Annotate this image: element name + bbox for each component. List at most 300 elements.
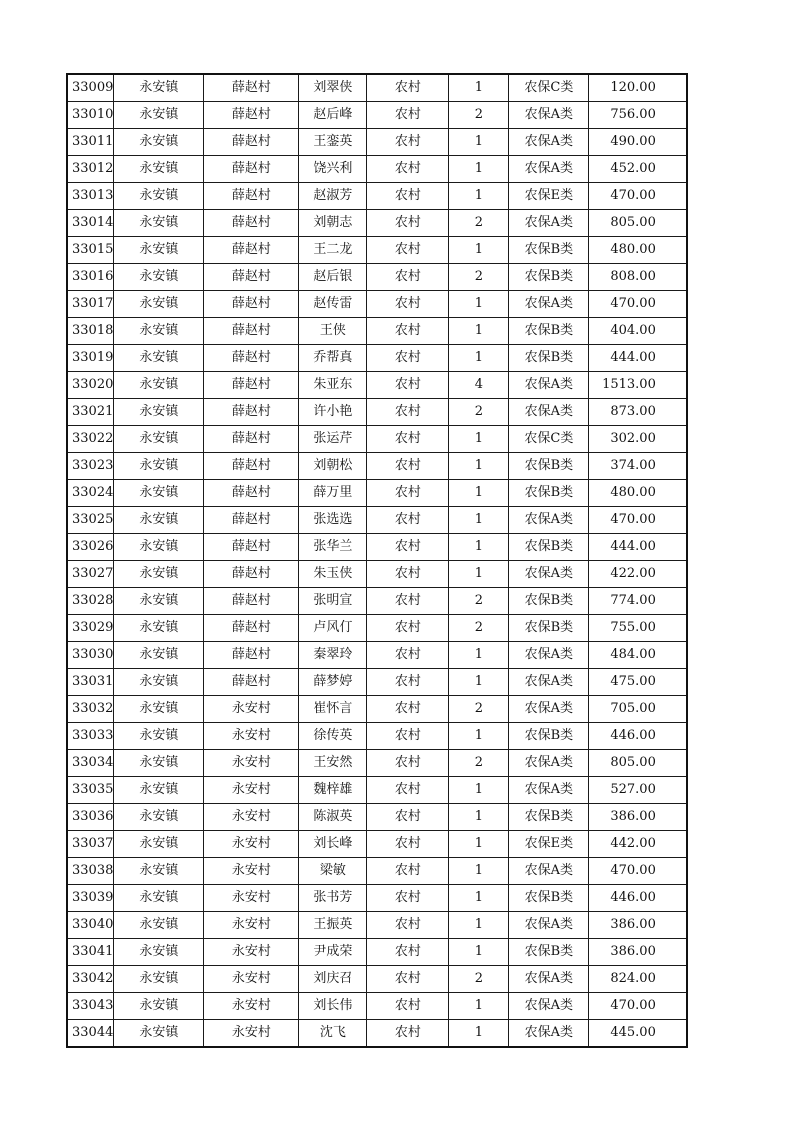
household-type-cell: 农村 xyxy=(367,264,449,291)
person-name-cell: 薛梦婷 xyxy=(299,669,367,696)
person-name-cell: 陈淑英 xyxy=(299,804,367,831)
town-cell: 永安镇 xyxy=(114,723,204,750)
member-count-cell: 1 xyxy=(449,507,509,534)
village-cell: 薛赵村 xyxy=(204,237,299,264)
record-id-cell: 33031 xyxy=(67,669,114,696)
member-count-cell: 1 xyxy=(449,426,509,453)
village-cell: 薛赵村 xyxy=(204,264,299,291)
category-cell: 农保A类 xyxy=(509,507,589,534)
member-count-cell: 1 xyxy=(449,777,509,804)
household-type-cell: 农村 xyxy=(367,831,449,858)
household-type-cell: 农村 xyxy=(367,156,449,183)
record-id-cell: 33033 xyxy=(67,723,114,750)
member-count-cell: 1 xyxy=(449,885,509,912)
household-type-cell: 农村 xyxy=(367,507,449,534)
record-id-cell: 33036 xyxy=(67,804,114,831)
table-row xyxy=(67,372,687,399)
town-cell: 永安镇 xyxy=(114,507,204,534)
town-cell: 永安镇 xyxy=(114,588,204,615)
category-cell: 农保E类 xyxy=(509,831,589,858)
table-row xyxy=(67,480,687,507)
record-id-cell: 33035 xyxy=(67,777,114,804)
member-count-cell: 1 xyxy=(449,291,509,318)
town-cell: 永安镇 xyxy=(114,669,204,696)
person-name-cell: 刘朝志 xyxy=(299,210,367,237)
person-name-cell: 王安然 xyxy=(299,750,367,777)
household-type-cell: 农村 xyxy=(367,399,449,426)
household-type-cell: 农村 xyxy=(367,318,449,345)
table-row xyxy=(67,642,687,669)
table-row xyxy=(67,696,687,723)
household-type-cell: 农村 xyxy=(367,723,449,750)
town-cell: 永安镇 xyxy=(114,264,204,291)
record-id-cell: 33015 xyxy=(67,237,114,264)
person-name-cell: 尹成荣 xyxy=(299,939,367,966)
village-cell: 永安村 xyxy=(204,750,299,777)
category-cell: 农保B类 xyxy=(509,453,589,480)
category-cell: 农保A类 xyxy=(509,561,589,588)
record-id-cell: 33012 xyxy=(67,156,114,183)
person-name-cell: 赵淑芳 xyxy=(299,183,367,210)
member-count-cell: 1 xyxy=(449,912,509,939)
amount-cell: 302.00 xyxy=(589,426,687,453)
table-row xyxy=(67,1020,687,1048)
category-cell: 农保A类 xyxy=(509,777,589,804)
person-name-cell: 刘庆召 xyxy=(299,966,367,993)
table-body xyxy=(67,74,687,1047)
village-cell: 薛赵村 xyxy=(204,615,299,642)
town-cell: 永安镇 xyxy=(114,129,204,156)
amount-cell: 873.00 xyxy=(589,399,687,426)
table-row xyxy=(67,237,687,264)
person-name-cell: 王二龙 xyxy=(299,237,367,264)
village-cell: 永安村 xyxy=(204,723,299,750)
category-cell: 农保A类 xyxy=(509,966,589,993)
amount-cell: 444.00 xyxy=(589,534,687,561)
member-count-cell: 2 xyxy=(449,966,509,993)
table-row xyxy=(67,453,687,480)
member-count-cell: 1 xyxy=(449,1020,509,1048)
person-name-cell: 魏梓雄 xyxy=(299,777,367,804)
member-count-cell: 1 xyxy=(449,993,509,1020)
household-type-cell: 农村 xyxy=(367,129,449,156)
village-cell: 永安村 xyxy=(204,912,299,939)
town-cell: 永安镇 xyxy=(114,453,204,480)
amount-cell: 774.00 xyxy=(589,588,687,615)
member-count-cell: 2 xyxy=(449,210,509,237)
category-cell: 农保C类 xyxy=(509,74,589,102)
category-cell: 农保B类 xyxy=(509,615,589,642)
town-cell: 永安镇 xyxy=(114,102,204,129)
amount-cell: 444.00 xyxy=(589,345,687,372)
town-cell: 永安镇 xyxy=(114,777,204,804)
record-id-cell: 33010 xyxy=(67,102,114,129)
member-count-cell: 1 xyxy=(449,723,509,750)
record-id-cell: 33038 xyxy=(67,858,114,885)
record-id-cell: 33019 xyxy=(67,345,114,372)
town-cell: 永安镇 xyxy=(114,372,204,399)
person-name-cell: 薛万里 xyxy=(299,480,367,507)
household-type-cell: 农村 xyxy=(367,74,449,102)
village-cell: 薛赵村 xyxy=(204,102,299,129)
household-type-cell: 农村 xyxy=(367,1020,449,1048)
record-id-cell: 33026 xyxy=(67,534,114,561)
category-cell: 农保B类 xyxy=(509,804,589,831)
person-name-cell: 朱玉侠 xyxy=(299,561,367,588)
amount-cell: 808.00 xyxy=(589,264,687,291)
table-row xyxy=(67,102,687,129)
person-name-cell: 王銮英 xyxy=(299,129,367,156)
table-row xyxy=(67,264,687,291)
category-cell: 农保B类 xyxy=(509,345,589,372)
household-type-cell: 农村 xyxy=(367,291,449,318)
person-name-cell: 朱亚东 xyxy=(299,372,367,399)
record-id-cell: 33030 xyxy=(67,642,114,669)
person-name-cell: 刘朝松 xyxy=(299,453,367,480)
member-count-cell: 1 xyxy=(449,453,509,480)
record-id-cell: 33024 xyxy=(67,480,114,507)
town-cell: 永安镇 xyxy=(114,399,204,426)
household-type-cell: 农村 xyxy=(367,480,449,507)
person-name-cell: 张华兰 xyxy=(299,534,367,561)
record-id-cell: 33016 xyxy=(67,264,114,291)
town-cell: 永安镇 xyxy=(114,74,204,102)
person-name-cell: 秦翠玲 xyxy=(299,642,367,669)
table-row xyxy=(67,507,687,534)
table-row xyxy=(67,426,687,453)
person-name-cell: 饶兴利 xyxy=(299,156,367,183)
village-cell: 薛赵村 xyxy=(204,318,299,345)
member-count-cell: 1 xyxy=(449,858,509,885)
amount-cell: 374.00 xyxy=(589,453,687,480)
category-cell: 农保B类 xyxy=(509,723,589,750)
category-cell: 农保B类 xyxy=(509,480,589,507)
record-id-cell: 33043 xyxy=(67,993,114,1020)
category-cell: 农保B类 xyxy=(509,588,589,615)
town-cell: 永安镇 xyxy=(114,642,204,669)
amount-cell: 805.00 xyxy=(589,210,687,237)
record-id-cell: 33029 xyxy=(67,615,114,642)
household-type-cell: 农村 xyxy=(367,642,449,669)
amount-cell: 756.00 xyxy=(589,102,687,129)
member-count-cell: 1 xyxy=(449,534,509,561)
person-name-cell: 许小艳 xyxy=(299,399,367,426)
record-id-cell: 33040 xyxy=(67,912,114,939)
category-cell: 农保A类 xyxy=(509,372,589,399)
table-row xyxy=(67,858,687,885)
member-count-cell: 1 xyxy=(449,183,509,210)
amount-cell: 470.00 xyxy=(589,507,687,534)
table-row xyxy=(67,750,687,777)
village-cell: 薛赵村 xyxy=(204,291,299,318)
household-type-cell: 农村 xyxy=(367,993,449,1020)
household-type-cell: 农村 xyxy=(367,237,449,264)
table-row xyxy=(67,831,687,858)
village-cell: 永安村 xyxy=(204,831,299,858)
person-name-cell: 乔帮真 xyxy=(299,345,367,372)
member-count-cell: 2 xyxy=(449,696,509,723)
household-type-cell: 农村 xyxy=(367,777,449,804)
table-row xyxy=(67,723,687,750)
village-cell: 薛赵村 xyxy=(204,156,299,183)
record-id-cell: 33020 xyxy=(67,372,114,399)
person-name-cell: 张运芹 xyxy=(299,426,367,453)
person-name-cell: 赵后峰 xyxy=(299,102,367,129)
member-count-cell: 1 xyxy=(449,156,509,183)
category-cell: 农保A类 xyxy=(509,669,589,696)
amount-cell: 1513.00 xyxy=(589,372,687,399)
household-type-cell: 农村 xyxy=(367,102,449,129)
town-cell: 永安镇 xyxy=(114,210,204,237)
member-count-cell: 1 xyxy=(449,318,509,345)
person-name-cell: 沈飞 xyxy=(299,1020,367,1048)
member-count-cell: 1 xyxy=(449,345,509,372)
table-row xyxy=(67,561,687,588)
member-count-cell: 2 xyxy=(449,750,509,777)
town-cell: 永安镇 xyxy=(114,858,204,885)
amount-cell: 404.00 xyxy=(589,318,687,345)
member-count-cell: 1 xyxy=(449,939,509,966)
category-cell: 农保A类 xyxy=(509,642,589,669)
village-cell: 永安村 xyxy=(204,696,299,723)
category-cell: 农保B类 xyxy=(509,885,589,912)
amount-cell: 824.00 xyxy=(589,966,687,993)
town-cell: 永安镇 xyxy=(114,696,204,723)
household-type-cell: 农村 xyxy=(367,534,449,561)
member-count-cell: 1 xyxy=(449,561,509,588)
member-count-cell: 1 xyxy=(449,831,509,858)
member-count-cell: 2 xyxy=(449,102,509,129)
amount-cell: 386.00 xyxy=(589,912,687,939)
category-cell: 农保A类 xyxy=(509,993,589,1020)
member-count-cell: 1 xyxy=(449,669,509,696)
household-type-cell: 农村 xyxy=(367,210,449,237)
category-cell: 农保B类 xyxy=(509,939,589,966)
record-id-cell: 33013 xyxy=(67,183,114,210)
town-cell: 永安镇 xyxy=(114,561,204,588)
person-name-cell: 张书芳 xyxy=(299,885,367,912)
member-count-cell: 1 xyxy=(449,480,509,507)
amount-cell: 446.00 xyxy=(589,885,687,912)
village-cell: 永安村 xyxy=(204,777,299,804)
category-cell: 农保B类 xyxy=(509,534,589,561)
person-name-cell: 王侠 xyxy=(299,318,367,345)
village-cell: 薛赵村 xyxy=(204,399,299,426)
town-cell: 永安镇 xyxy=(114,939,204,966)
record-id-cell: 33032 xyxy=(67,696,114,723)
person-name-cell: 卢风仃 xyxy=(299,615,367,642)
household-type-cell: 农村 xyxy=(367,750,449,777)
amount-cell: 475.00 xyxy=(589,669,687,696)
member-count-cell: 2 xyxy=(449,264,509,291)
village-cell: 薛赵村 xyxy=(204,183,299,210)
household-type-cell: 农村 xyxy=(367,426,449,453)
amount-cell: 470.00 xyxy=(589,291,687,318)
person-name-cell: 刘翠侠 xyxy=(299,74,367,102)
town-cell: 永安镇 xyxy=(114,966,204,993)
amount-cell: 527.00 xyxy=(589,777,687,804)
amount-cell: 805.00 xyxy=(589,750,687,777)
category-cell: 农保A类 xyxy=(509,210,589,237)
record-id-cell: 33025 xyxy=(67,507,114,534)
category-cell: 农保A类 xyxy=(509,129,589,156)
table-row xyxy=(67,534,687,561)
person-name-cell: 张选选 xyxy=(299,507,367,534)
category-cell: 农保A类 xyxy=(509,399,589,426)
town-cell: 永安镇 xyxy=(114,318,204,345)
village-cell: 薛赵村 xyxy=(204,669,299,696)
category-cell: 农保C类 xyxy=(509,426,589,453)
village-cell: 永安村 xyxy=(204,804,299,831)
category-cell: 农保E类 xyxy=(509,183,589,210)
record-id-cell: 33042 xyxy=(67,966,114,993)
table-row xyxy=(67,183,687,210)
household-type-cell: 农村 xyxy=(367,345,449,372)
table-row xyxy=(67,129,687,156)
person-name-cell: 赵后银 xyxy=(299,264,367,291)
village-cell: 薛赵村 xyxy=(204,507,299,534)
person-name-cell: 崔怀言 xyxy=(299,696,367,723)
amount-cell: 484.00 xyxy=(589,642,687,669)
town-cell: 永安镇 xyxy=(114,534,204,561)
category-cell: 农保A类 xyxy=(509,102,589,129)
record-id-cell: 33044 xyxy=(67,1020,114,1048)
household-type-cell: 农村 xyxy=(367,966,449,993)
household-type-cell: 农村 xyxy=(367,912,449,939)
table-row xyxy=(67,804,687,831)
table-row xyxy=(67,885,687,912)
table-row xyxy=(67,318,687,345)
person-name-cell: 刘长伟 xyxy=(299,993,367,1020)
category-cell: 农保B类 xyxy=(509,264,589,291)
category-cell: 农保A类 xyxy=(509,696,589,723)
village-cell: 薛赵村 xyxy=(204,534,299,561)
town-cell: 永安镇 xyxy=(114,1020,204,1048)
table-row xyxy=(67,399,687,426)
table-row xyxy=(67,939,687,966)
record-id-cell: 33017 xyxy=(67,291,114,318)
town-cell: 永安镇 xyxy=(114,804,204,831)
table-row xyxy=(67,210,687,237)
amount-cell: 442.00 xyxy=(589,831,687,858)
town-cell: 永安镇 xyxy=(114,237,204,264)
category-cell: 农保A类 xyxy=(509,291,589,318)
village-cell: 薛赵村 xyxy=(204,372,299,399)
table-row xyxy=(67,993,687,1020)
table-row xyxy=(67,588,687,615)
record-id-cell: 33021 xyxy=(67,399,114,426)
record-id-cell: 33039 xyxy=(67,885,114,912)
town-cell: 永安镇 xyxy=(114,183,204,210)
record-id-cell: 33009 xyxy=(67,74,114,102)
member-count-cell: 1 xyxy=(449,804,509,831)
member-count-cell: 2 xyxy=(449,615,509,642)
village-cell: 薛赵村 xyxy=(204,74,299,102)
household-type-cell: 农村 xyxy=(367,372,449,399)
category-cell: 农保A类 xyxy=(509,912,589,939)
household-type-cell: 农村 xyxy=(367,561,449,588)
person-name-cell: 徐传英 xyxy=(299,723,367,750)
table-row xyxy=(67,777,687,804)
record-id-cell: 33034 xyxy=(67,750,114,777)
household-type-cell: 农村 xyxy=(367,885,449,912)
amount-cell: 422.00 xyxy=(589,561,687,588)
village-cell: 薛赵村 xyxy=(204,588,299,615)
amount-cell: 755.00 xyxy=(589,615,687,642)
village-cell: 薛赵村 xyxy=(204,642,299,669)
allowance-table xyxy=(66,73,688,1048)
household-type-cell: 农村 xyxy=(367,804,449,831)
amount-cell: 120.00 xyxy=(589,74,687,102)
record-id-cell: 33018 xyxy=(67,318,114,345)
table-row xyxy=(67,615,687,642)
village-cell: 薛赵村 xyxy=(204,453,299,480)
household-type-cell: 农村 xyxy=(367,183,449,210)
village-cell: 永安村 xyxy=(204,966,299,993)
town-cell: 永安镇 xyxy=(114,480,204,507)
village-cell: 薛赵村 xyxy=(204,561,299,588)
town-cell: 永安镇 xyxy=(114,993,204,1020)
category-cell: 农保A类 xyxy=(509,156,589,183)
member-count-cell: 2 xyxy=(449,399,509,426)
town-cell: 永安镇 xyxy=(114,885,204,912)
amount-cell: 705.00 xyxy=(589,696,687,723)
village-cell: 薛赵村 xyxy=(204,210,299,237)
person-name-cell: 王振英 xyxy=(299,912,367,939)
village-cell: 薛赵村 xyxy=(204,480,299,507)
table-row xyxy=(67,669,687,696)
village-cell: 永安村 xyxy=(204,885,299,912)
member-count-cell: 1 xyxy=(449,129,509,156)
category-cell: 农保A类 xyxy=(509,1020,589,1048)
amount-cell: 445.00 xyxy=(589,1020,687,1048)
town-cell: 永安镇 xyxy=(114,615,204,642)
category-cell: 农保A类 xyxy=(509,750,589,777)
amount-cell: 470.00 xyxy=(589,993,687,1020)
town-cell: 永安镇 xyxy=(114,750,204,777)
town-cell: 永安镇 xyxy=(114,345,204,372)
person-name-cell: 梁敏 xyxy=(299,858,367,885)
record-id-cell: 33027 xyxy=(67,561,114,588)
village-cell: 永安村 xyxy=(204,1020,299,1048)
member-count-cell: 2 xyxy=(449,588,509,615)
town-cell: 永安镇 xyxy=(114,426,204,453)
table-row xyxy=(67,291,687,318)
amount-cell: 446.00 xyxy=(589,723,687,750)
village-cell: 永安村 xyxy=(204,939,299,966)
village-cell: 薛赵村 xyxy=(204,426,299,453)
person-name-cell: 刘长峰 xyxy=(299,831,367,858)
amount-cell: 490.00 xyxy=(589,129,687,156)
village-cell: 薛赵村 xyxy=(204,345,299,372)
amount-cell: 386.00 xyxy=(589,804,687,831)
village-cell: 永安村 xyxy=(204,858,299,885)
table-row xyxy=(67,345,687,372)
person-name-cell: 张明宣 xyxy=(299,588,367,615)
member-count-cell: 1 xyxy=(449,74,509,102)
table-row xyxy=(67,156,687,183)
household-type-cell: 农村 xyxy=(367,939,449,966)
town-cell: 永安镇 xyxy=(114,912,204,939)
record-id-cell: 33028 xyxy=(67,588,114,615)
record-id-cell: 33014 xyxy=(67,210,114,237)
member-count-cell: 4 xyxy=(449,372,509,399)
town-cell: 永安镇 xyxy=(114,831,204,858)
amount-cell: 386.00 xyxy=(589,939,687,966)
amount-cell: 470.00 xyxy=(589,858,687,885)
category-cell: 农保B类 xyxy=(509,237,589,264)
table-row xyxy=(67,74,687,102)
